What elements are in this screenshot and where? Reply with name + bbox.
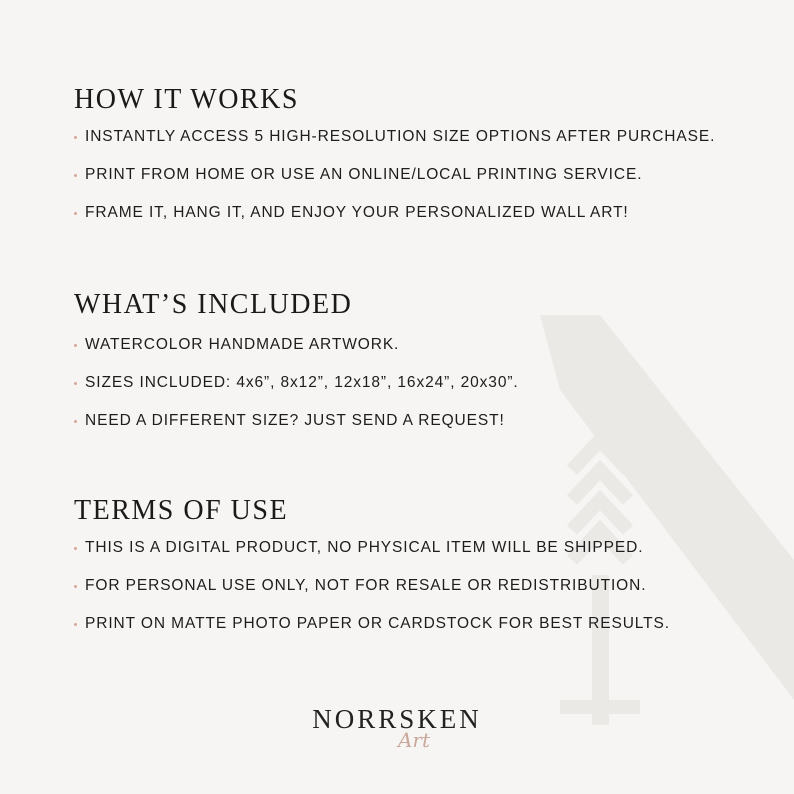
section-title: WHAT’S INCLUDED [74, 289, 353, 320]
section-title: HOW IT WORKS [74, 84, 299, 115]
list-item: PRINT FROM HOME OR USE AN ONLINE/LOCAL PRINTING SERVICE. [74, 165, 715, 185]
brand-logo [0, 704, 794, 750]
list-item: WATERCOLOR HANDMADE ARTWORK. [74, 335, 519, 355]
bullet-list [74, 335, 519, 431]
logo-script: Art [397, 728, 431, 752]
list-item: NEED A DIFFERENT SIZE? JUST SEND A REQUEST! [74, 411, 519, 431]
section-title: TERMS OF USE [74, 495, 289, 526]
bullet-dot-icon [74, 174, 77, 177]
section-terms-of-use [74, 496, 670, 634]
bullet-dot-icon [74, 136, 77, 139]
bullet-list [74, 127, 715, 223]
bullet-dot-icon [74, 344, 77, 347]
bullet-list [74, 538, 670, 634]
bullet-dot-icon [74, 547, 77, 550]
logo-wordmark: NORRSKEN [312, 704, 482, 734]
bullet-dot-icon [74, 382, 77, 385]
list-item: PRINT ON MATTE PHOTO PAPER OR CARDSTOCK FOR BEST RESULTS. [74, 614, 670, 634]
bullet-dot-icon [74, 623, 77, 626]
list-item: THIS IS A DIGITAL PRODUCT, NO PHYSICAL ITEM WILL BE SHIPPED. [74, 538, 670, 558]
bullet-dot-icon [74, 585, 77, 588]
bullet-dot-icon [74, 212, 77, 215]
section-whats-included [74, 290, 519, 431]
list-item: FOR PERSONAL USE ONLY, NOT FOR RESALE OR REDISTRIBUTION. [74, 576, 670, 596]
list-item: FRAME IT, HANG IT, AND ENJOY YOUR PERSONALIZED WALL ART! [74, 203, 715, 223]
section-how-it-works [74, 85, 715, 223]
list-item: INSTANTLY ACCESS 5 HIGH-RESOLUTION SIZE OPTIONS AFTER PURCHASE. [74, 127, 715, 147]
bullet-dot-icon [74, 420, 77, 423]
list-item: SIZES INCLUDED: 4x6”, 8x12”, 12x18”, 16x24”, 20x30”. [74, 373, 519, 393]
